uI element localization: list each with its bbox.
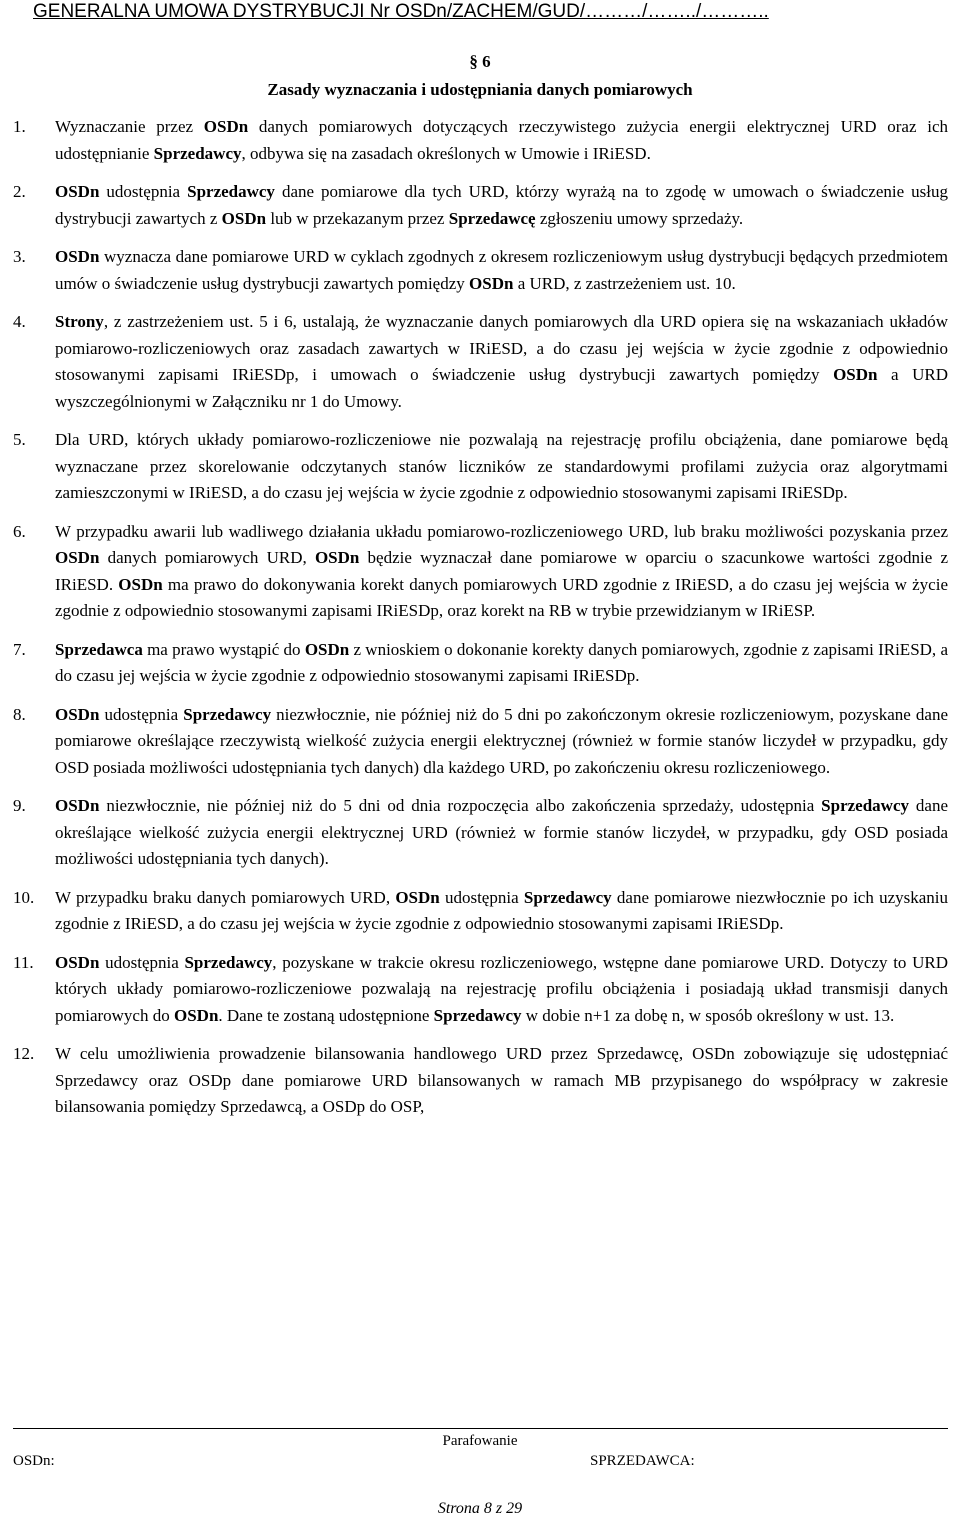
text-run: , pozyskane w trakcie okresu rozliczeniowego, wstępne dane pomiarowe URD. Dotyczy to URD których układy pomiarowo-rozliczeniowe pozwalają na rejestrację profilu obciążenia i posiadają układ transmisji danych pomiarowych do — [55, 952, 948, 1025]
section-title: Zasady wyznaczania i udostępniania danych pomiarowych — [267, 80, 693, 99]
paragraph-item — [13, 793, 948, 873]
text-run: a URD, z zastrzeżeniem ust. 10. — [513, 273, 736, 293]
paragraph-text — [55, 793, 948, 873]
text-run: udostępnia — [99, 952, 185, 972]
paragraph-number: 2. — [13, 182, 26, 201]
text-run: udostępnia — [99, 182, 188, 201]
bold-term: OSDn — [55, 182, 100, 201]
paragraph-item — [13, 519, 948, 625]
text-run: dane określające wielkość zużycia energii elektrycznej URD (również w formie stanów liczydeł, w przypadku, gdy OSD posiada możliwości udostępniania tych danych). — [55, 796, 948, 868]
bold-term: Sprzedawca — [55, 639, 143, 659]
paragraph-number: 10. — [13, 887, 35, 907]
paragraph-number: 7. — [13, 639, 26, 659]
text-run: w dobie n+1 za dobę n, w sposób określony w ust. 13. — [521, 1005, 895, 1025]
paragraph-item — [13, 702, 948, 782]
parafowanie-label: Parafowanie — [442, 1433, 518, 1449]
paragraph-item — [13, 244, 948, 297]
document-header: GENERALNA UMOWA DYSTRYBUCJI Nr OSDn/ZACHEM/GUD/………/……../……….. — [33, 1, 769, 22]
bold-term: Sprzedawcy — [187, 182, 275, 201]
seller-signature-label: SPRZEDAWCA: — [590, 1453, 695, 1469]
paragraph-number: 3. — [13, 247, 26, 266]
bold-term: OSDn — [55, 704, 100, 724]
bold-term: Sprzedawcy — [821, 796, 909, 815]
paragraph-number: 9. — [13, 796, 26, 815]
text-run: , z zastrzeżeniem ust. 5 i 6, ustalają, że wyznaczanie danych pomiarowych dla URD opiera się na wskazaniach układów pomiarowo-rozliczeniowych oraz zasadach zawartych w IRiESD, a do czasu jej wejścia w życie zgodnie z odpowiednio stosowanymi zapisami IRiESDp, i umowach o świadczenie usług dystrybucji zawartych pomiędzy — [55, 312, 948, 384]
bold-term: OSDn — [118, 574, 163, 594]
paragraph-text — [55, 427, 948, 507]
text-run: Wyznaczanie przez — [55, 117, 204, 136]
bold-term: OSDn — [221, 208, 267, 228]
text-run: a URD wyszczególnionymi w Załączniku nr 1 do Umowy. — [55, 365, 948, 411]
text-run: zgłoszeniu umowy sprzedaży. — [535, 208, 744, 228]
section-body — [13, 114, 948, 1133]
text-run: dane pomiarowe dla tych URD, którzy wyrażą na to zgodę w umowach o świadczenie usług dystrybucji zawartych z — [55, 182, 948, 228]
bold-term: Strony — [55, 312, 104, 331]
paragraph-text — [55, 885, 948, 938]
text-run: udostępnia — [439, 887, 524, 907]
paragraph-text — [55, 114, 948, 167]
section-number — [0, 52, 960, 72]
text-run: z wnioskiem o dokonanie korekty danych pomiarowych, zgodnie z zapisami IRiESD, a do czasu jej wejścia w życie zgodnie z odpowiednio stosowanymi zapisami IRiESDp. — [55, 639, 948, 685]
paragraph-number: 1. — [13, 117, 26, 136]
bold-term: OSDn — [395, 887, 440, 907]
text-run: dane pomiarowe niezwłocznie po ich uzyskaniu zgodnie z IRiESD, a do czasu jej wejścia w życie zgodnie z odpowiednio stosowanymi zapisami IRiESDp. — [55, 887, 949, 933]
paragraph-text — [55, 702, 948, 782]
bold-term: Sprzedawcy — [433, 1005, 522, 1025]
bold-term: Sprzedawcy — [184, 952, 273, 972]
bold-term: OSDn — [55, 247, 100, 266]
bold-term: OSDn — [55, 548, 100, 567]
page-number: Strona 8 z 29 — [437, 1500, 523, 1517]
paragraph-number: 12. — [13, 1044, 35, 1063]
bold-term: OSDn — [173, 1005, 219, 1025]
paragraph-number: 4. — [13, 312, 26, 331]
bold-term: OSDn — [55, 796, 100, 815]
paragraph-item — [13, 179, 948, 232]
text-run: W celu umożliwienia prowadzenie bilansowania handlowego URD przez Sprzedawcę, OSDn zobowiązuje się udostępniać Sprzedawcy oraz OSDp dane pomiarowe URD bilansowanych w ramach MB przypisanego do współpracy w zakresie bilansowania pomiędzy Sprzedawcą, a OSDp do OSP, — [55, 1044, 948, 1116]
text-run: Dla URD, których układy pomiarowo-rozliczeniowe nie pozwalają na rejestrację profilu obciążenia, dane pomiarowe będą wyznaczane przez skorelowanie odczytanych stanów liczników ze standardowymi profilami zużycia oraz algorytmami zamieszczonymi w IRiESD, a do czasu jej wejścia w życie zgodnie z odpowiednio stosowanymi zapisami IRiESDp. — [55, 430, 948, 502]
osdn-signature-label: OSDn: — [13, 1453, 55, 1469]
text-run: niezwłocznie, nie później niż do 5 dni po zakończonym okresie rozliczeniowym, pozyskane dane pomiarowe określające rzeczywistą wielkość zużycia energii elektrycznej (również w formie stanów liczydeł w przypadku, gdy OSD posiada możliwości udostępniania tych danych) dla każdego URD, po zakończeniu okresu rozliczeniowego. — [55, 704, 948, 777]
text-run: , odbywa się na zasadach określonych w Umowie i IRiESD. — [241, 143, 651, 163]
text-run: danych pomiarowych URD, — [99, 548, 315, 567]
bold-term: Sprzedawcę — [448, 208, 536, 228]
paragraph-item — [13, 885, 948, 938]
bold-term: OSDn — [833, 365, 878, 384]
text-run: danych pomiarowych dotyczących rzeczywistego zużycia energii elektrycznej URD oraz ich udostępnianie — [55, 117, 948, 163]
paragraph-number: 11. — [13, 952, 34, 972]
bold-term: Sprzedawcy — [523, 887, 612, 907]
paragraph-item — [13, 427, 948, 507]
paragraph-item — [13, 309, 948, 415]
paragraph-item — [13, 1041, 948, 1121]
paragraph-number: 6. — [13, 521, 26, 541]
paragraph-text — [55, 244, 948, 297]
text-run: wyznacza dane pomiarowe URD w cyklach zgodnych z okresem rozliczeniowym usług dystrybucji będących przedmiotem umów o świadczenie usług dystrybucji zawartych pomiędzy — [55, 247, 948, 293]
paragraph-text — [55, 179, 948, 232]
paragraph-number: 5. — [13, 430, 26, 449]
paragraph-item — [13, 637, 948, 690]
bold-term: OSDn — [55, 952, 100, 972]
bold-term: OSDn — [469, 273, 514, 293]
paragraph-item — [13, 950, 948, 1030]
paragraph-text — [55, 309, 948, 415]
bold-term: Sprzedawcy — [153, 143, 242, 163]
text-run: ma prawo wystąpić do — [142, 639, 305, 659]
paragraph-text — [55, 519, 948, 625]
paragraph-item — [13, 114, 948, 167]
text-run: . Dane te zostaną udostępnione — [218, 1005, 434, 1025]
text-run: W przypadku awarii lub wadliwego działania układu pomiarowo-rozliczeniowego URD, lub braku możliwości pozyskania przez — [55, 521, 948, 541]
section-number-value: 6 — [482, 52, 491, 71]
paragraph-text — [55, 1041, 948, 1121]
paragraph-text — [55, 950, 948, 1030]
paragraph-text — [55, 637, 948, 690]
section-symbol: § — [469, 52, 478, 71]
text-run: będzie wyznaczał dane pomiarowe w oparciu o szacunkowe wartości zgodnie z IRiESD. — [55, 548, 948, 594]
text-run: udostępnia — [99, 704, 184, 724]
bold-term: OSDn — [314, 548, 360, 567]
text-run: niezwłocznie, nie później niż do 5 dni od dnia rozpoczęcia albo zakończenia sprzedaży, udostępnia — [99, 796, 822, 815]
bold-term: OSDn — [304, 639, 350, 659]
text-run: lub w przekazanym przez — [266, 208, 449, 228]
text-run: W przypadku braku danych pomiarowych URD, — [55, 887, 396, 907]
bold-term: OSDn — [203, 117, 249, 136]
footer-divider — [13, 1428, 948, 1429]
bold-term: Sprzedawcy — [183, 704, 272, 724]
paragraph-number: 8. — [13, 704, 26, 724]
text-run: ma prawo do dokonywania korekt danych pomiarowych URD zgodnie z IRiESD, a do czasu jej wejścia w życie zgodnie z odpowiednio stosowanymi zapisami IRiESDp, oraz korekt na RB w trybie przewidzianym w IRiESP. — [55, 574, 948, 620]
